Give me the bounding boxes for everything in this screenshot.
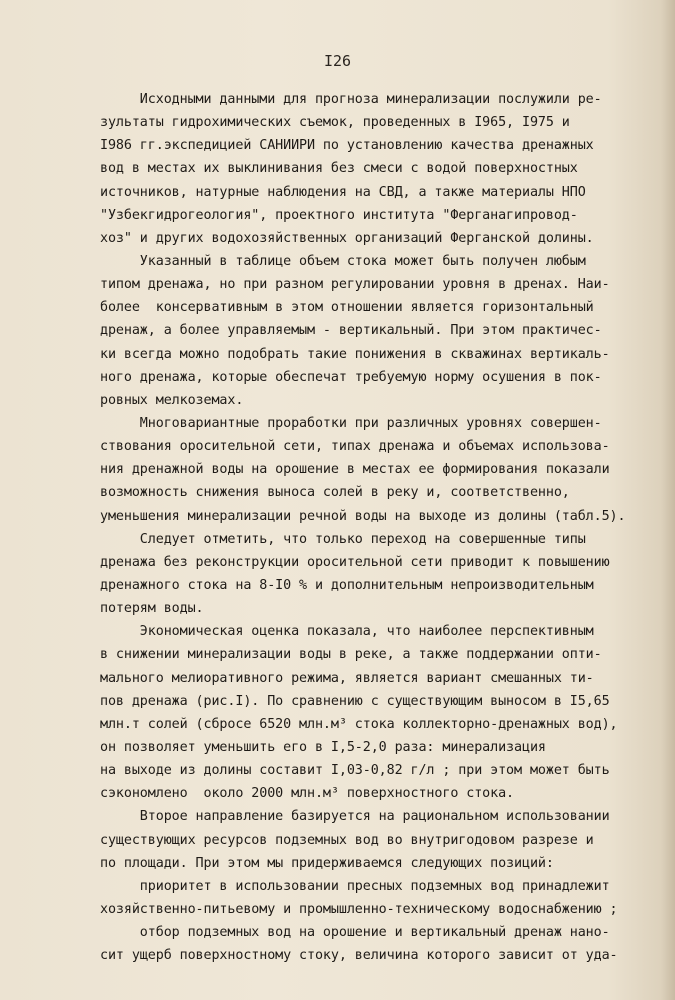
- text-line: отбор подземных вод на орошение и вертикальный дренаж нано-: [100, 925, 610, 941]
- text-line: Многовариантные проработки при различных уровнях совершен-: [100, 415, 602, 431]
- text-line: ровных мелкоземах.: [100, 392, 244, 408]
- text-line: уменьшения минерализации речной воды на выходе из долины (табл.5).: [100, 508, 626, 524]
- text-line: Второе направление базируется на рациональном использовании: [100, 809, 610, 825]
- text-line: I986 гг.экспедицией САНИИРИ по установлению качества дренажных: [100, 138, 594, 154]
- text-line: "Узбекгидрогеология", проектного института "Ферганагипровод-: [100, 207, 578, 223]
- text-line: ствования оросительной сети, типах дренажа и объемах использова-: [100, 439, 610, 455]
- text-line: источников, натурные наблюдения на СВД, а также материалы НПО: [100, 184, 586, 200]
- text-line: ния дренажной воды на орошение в местах ее формирования показали: [100, 462, 610, 478]
- text-line: дренаж, а более управляемым - вертикальный. При этом практичес-: [100, 323, 602, 339]
- text-line: Следует отметить, что только переход на совершенные типы: [100, 531, 586, 547]
- text-line: хоз" и других водохозяйственных организаций Ферганской долины.: [100, 230, 594, 246]
- text-line: в снижении минерализации воды в реке, а также поддержании опти-: [100, 647, 602, 663]
- text-line: хозяйственно-питьевому и промышленно-техническому водоснабжению ;: [100, 901, 618, 917]
- text-line: типом дренажа, но при разном регулировании уровня в дренах. Наи-: [100, 277, 610, 293]
- text-line: Исходными данными для прогноза минерализации послужили ре-: [100, 92, 602, 107]
- text-line: на выходе из долины составит I,03-0,82 г/л ; при этом может быть: [100, 763, 610, 779]
- text-line: пов дренажа (рис.I). По сравнению с существующим выносом в I5,65: [100, 693, 610, 709]
- text-line: существующих ресурсов подземных вод во внутригодовом разрезе и: [100, 832, 594, 848]
- text-line: сэкономлено около 2000 млн.м³ поверхностного стока.: [100, 786, 515, 802]
- body-text: [100, 88, 660, 967]
- page-number: I26: [323, 52, 352, 70]
- text-line: Экономическая оценка показала, что наиболее перспективным: [100, 624, 594, 640]
- text-line: зультаты гидрохимических съемок, проведенных в I965, I975 и: [100, 115, 570, 131]
- text-line: мального мелиоративного режима, является вариант смешанных ти-: [100, 670, 594, 686]
- text-line: Указанный в таблице объем стока может быть получен любым: [100, 253, 586, 269]
- page-edge-shadow: [661, 0, 675, 1000]
- text-line: ки всегда можно подобрать такие понижения в скважинах вертикаль-: [100, 346, 610, 362]
- text-line: сит ущерб поверхностному стоку, величина которого зависит от уда-: [100, 948, 618, 964]
- text-line: он позволяет уменьшить его в I,5-2,0 раза: минерализация: [100, 739, 546, 755]
- text-line: млн.т солей (сбросе 6520 млн.м³ стока коллекторно-дренажных вод),: [100, 716, 618, 732]
- text-line: вод в местах их выклинивания без смеси с водой поверхностных: [100, 161, 578, 177]
- text-line: дренажного стока на 8-I0 % и дополнительным непроизводительным: [100, 577, 594, 593]
- text-line: ного дренажа, которые обеспечат требуемую норму осушения в пок-: [100, 369, 602, 385]
- text-line: потерям воды.: [100, 601, 204, 617]
- text-line: более консервативным в этом отношении является горизонтальный: [100, 300, 594, 316]
- text-line: возможность снижения выноса солей в реку и, соответственно,: [100, 485, 570, 501]
- text-line: дренажа без реконструкции оросительной сети приводит к повышению: [100, 554, 610, 570]
- text-line: по площади. При этом мы придерживаемся следующих позиций:: [100, 855, 554, 871]
- text-line: приоритет в использовании пресных подземных вод принадлежит: [100, 878, 610, 894]
